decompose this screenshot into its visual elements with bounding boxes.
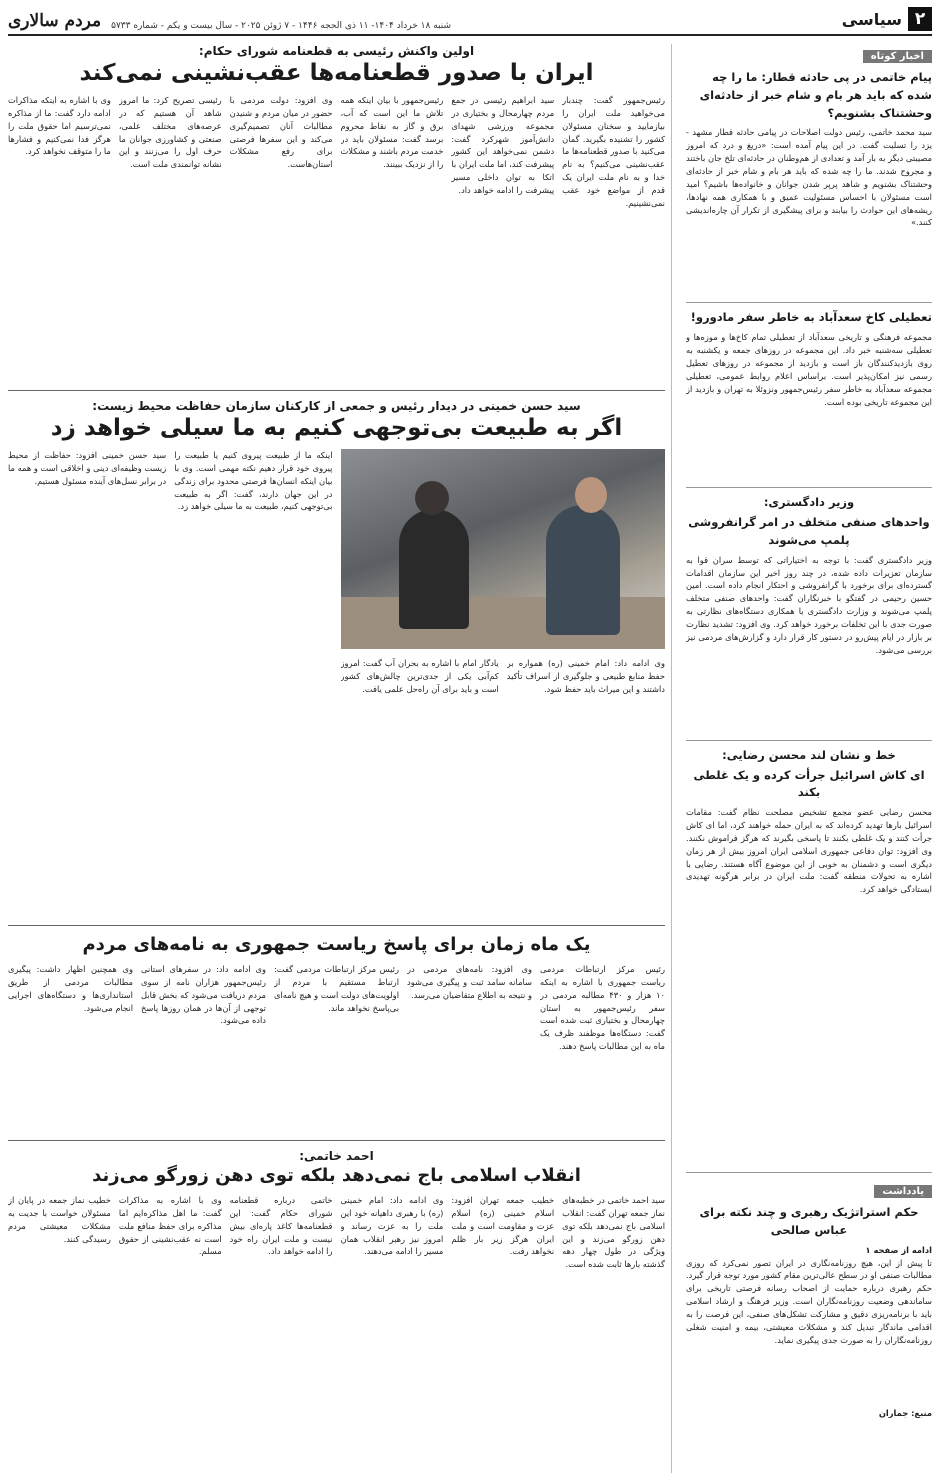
article-column: سید حسن خمینی افزود: حفاظت از محیط زیست وظیفه‌ای دینی و اخلاقی است و همه ما در برابر نسل‌های آینده مسئول هستیم. (8, 450, 167, 486)
photo-figure-official (546, 505, 620, 635)
article-column: وی همچنین اظهار داشت: پیگیری مطالبات مردمی از طریق استانداری‌ها و دستگاه‌های اجرایی انجام می‌شود. (8, 964, 133, 1013)
khatami-story (8, 1149, 665, 1479)
article-column: سید ابراهیم رئیسی در جمع مردم چهارمحال و بختیاری در مجموعه ورزشی شهدای دانش‌آموز شهرکرد گفت: دشمن نمی‌خواهد این کشور پیشرفت کند، اما ملت ایران با اتکا به توان داخلی مسیر پیشرفت را ادامه خواهد داد. (451, 95, 555, 196)
main-content (8, 44, 672, 1473)
news2-headline: تعطیلی کاخ سعدآباد به خاطر سفر مادورو! (690, 310, 932, 325)
article-column: وی افزود: نامه‌های مردمی در سامانه سامد ثبت و پیگیری می‌شود و نتیجه به اطلاع متقاضیان می‌رسد. (407, 964, 532, 1000)
news4-headline: ای کاش اسرائیل جرأت کرده و یک غلطی بکند (693, 767, 925, 800)
article-column: سید احمد خاتمی در خطبه‌های نماز جمعه تهران گفت: انقلاب اسلامی باج نمی‌دهد بلکه توی دهن زورگو می‌زند و این ویژگی در طول چهار دهه گذشته بارها ثابت شده است. (562, 1195, 665, 1270)
story-separator (8, 1140, 665, 1141)
khomeini-photo-area (341, 449, 666, 889)
article-column: اینکه ما از طبیعت پیروی کنیم یا طبیعت را پیروی خود قرار دهیم نکته مهمی است. وی با بیان اینکه انسان‌ها فرصتی محدود برای زندگی در این جهان دارند، گفت: اگر به طبیعت بی‌توجهی کنیم، طبیعت به ما سیلی خواهد زد. (174, 450, 333, 512)
article-column: رئیس مرکز ارتباطات مردمی ریاست جمهوری با اشاره به اینکه ۱۰ هزار و ۴۳۰ مطالبه مردمی در سفر رئیس‌جمهور به استان چهارمحال و بختیاری ثبت شده است گفت: دستگاه‌ها موظفند ظرف یک ماه به این مطالبات پاسخ دهند. (540, 964, 665, 1052)
news1-headline: پیام خاتمی در پی حادثه قطار: ما را چه شده که باید هر بام و شام خبر از حادثه‌ای وحشتناک بشنویم؟ (699, 70, 932, 120)
lead-columns (8, 94, 665, 210)
section-name: سیاسی (841, 9, 902, 29)
article-column: خاتمی درباره قطعنامه شورای حکام گفت: این قطعنامه‌ها کاغذ پاره‌ای بیش نیست و ملت ایران راه خود را ادامه خواهد داد. (229, 1195, 333, 1257)
sidebar-tag-note: یادداشت (874, 1185, 932, 1198)
khatami-columns (8, 1194, 665, 1271)
sidebar-tag-news: اخبار کوتاه (863, 50, 932, 63)
article-column: رئیسی تصریح کرد: ما امروز شاهد آن هستیم که در عرصه‌های مختلف علمی، صنعتی و کشاورزی جوانان ما حرف اول را می‌زنند و این نشانه توانمندی ملت است. (118, 95, 222, 170)
article-column: رئیس مرکز ارتباطات مردمی گفت: ارتباط مستقیم با مردم از اولویت‌های دولت است و هیچ نامه‌ای بی‌پاسخ نخواهد ماند. (274, 964, 399, 1013)
issue-info: شنبه ۱۸ خرداد ۱۴۰۴- ۱۱ ذی الحجه ۱۴۴۶ - ۷ ژوئن ۲۰۲۵ - سال بیست و یکم - شماره ۵۷۳۳ (111, 21, 452, 31)
photo-figure-official-head (575, 477, 607, 513)
khomeini-lower-columns (341, 657, 666, 889)
khomeini-body (8, 449, 665, 889)
article-column: خطیب جمعه تهران افزود: اسلام خمینی (ره) اسلام عزت و مقاومت است و ملت ایران هرگز زیر بار ظلم نخواهد رفت. (451, 1195, 555, 1257)
khomeini-kicker: سید حسن خمینی در دیدار رئیس و جمعی از کارکنان سازمان حفاظت محیط زیست: (92, 399, 581, 413)
khomeini-headline: اگر به طبیعت بی‌توجهی کنیم به ما سیلی خواهد زد (50, 415, 623, 441)
page-number: ۲ (908, 7, 932, 31)
news4-kicker: خط و نشان لند محسن رضایی: (722, 747, 896, 762)
article-column: رئیس‌جمهور با بیان اینکه همه تلاش ما این است که آب، برق و گاز به نقاط محروم برسد گفت: مسئولان باید در خدمت مردم باشند و مشکلات را از نزدیک ببینند. (340, 95, 444, 170)
note-continued: ادامه از صفحه ۱ (865, 1244, 932, 1255)
note-headline: حکم استراتژیک رهبری و چند نکته برای عباس صالحی (699, 1205, 919, 1237)
article-column: وی افزود: دولت مردمی با حضور در میان مردم و شنیدن مطالبات آنان تصمیم‌گیری می‌کند و این سفرها فرصتی برای رفع مشکلات استان‌هاست. (229, 95, 333, 170)
lead-headline: ایران با صدور قطعنامه‌ها عقب‌نشینی نمی‌کند (79, 60, 594, 86)
masthead (8, 8, 932, 36)
divider (686, 302, 932, 303)
divider (686, 487, 932, 488)
divider (686, 1172, 932, 1173)
article-column: وی ادامه داد: امام خمینی (ره) با رهبری داهیانه خود این ملت را به عزت رساند و امروز نیز رهبر انقلاب همان مسیر را ادامه می‌دهند. (340, 1195, 444, 1257)
note-body: تا پیش از این، هیچ روزنامه‌نگاری در ایران تصور نمی‌کرد که روزی مطالبات صنفی او در سطح عالی‌ترین مقام کشور مورد توجه قرار گیرد. حکم رهبری درباره حمایت از اصحاب رسانه فرصتی تاریخی برای ساماندهی وضعیت روزنامه‌نگاران است. وزیر فرهنگ و ارشاد اسلامی باید با برنامه‌ریزی دقیق و مشارکت تشکل‌های صنفی، این فرصت را به اقدامی ماندگار تبدیل کند و مشکلات معیشتی، بیمه و امنیت شغلی روزنامه‌نگاران را به صورت جدی پیگیری نماید. (686, 1257, 932, 1345)
news3-kicker: وزیر دادگستری: (763, 495, 855, 510)
newspaper-name: مردم سالاری (8, 11, 102, 31)
letters-headline: یک ماه زمان برای پاسخ ریاست جمهوری به نامه‌های مردم (82, 934, 591, 955)
khatami-kicker: احمد خاتمی: (299, 1149, 374, 1163)
article-column: خطیب نماز جمعه در پایان از مسئولان خواست با جدیت به مشکلات معیشتی مردم رسیدگی کنند. (8, 1195, 111, 1244)
story-separator (8, 390, 665, 391)
article-column: رئیس‌جمهور گفت: چندبار می‌خواهید ملت ایران را بیازمایید و سخنان مسئولان کشور را تشنیده بگیرید. گمان می‌کنید با صدور قطعنامه‌ها ما عقب‌نشینی می‌کنیم؟ به نام خدا و به نام ملت ایران یک قدم از مواضع خود عقب نمی‌نشینیم. (562, 95, 665, 208)
news3-body: وزیر دادگستری گفت: با توجه به اختیاراتی که توسط سران قوا به سازمان تعزیرات داده شده، در چند روز اخیر این سازمان اقدامات گسترده‌ای برای برخورد با گرانفروشی و احتکار انجام داده است. امین حسین رحیمی در گفتگو با خبرنگاران گفت: واحدهای صنفی متخلف پلمپ می‌شوند و وزارت دادگستری با همکاری دستگاه‌های نظارتی به صورت جدی با این تخلفات برخورد خواهد کرد. وی افزود: تشدید نظارت بر بازار در ایام پیش‌رو در دستور کار قرار دارد و گزارش‌های مردمی نیز بررسی می‌شود. (686, 554, 932, 655)
news2-body: مجموعه فرهنگی و تاریخی سعدآباد از تعطیلی تمام کاخ‌ها و موزه‌ها و تعطیلی سه‌شنبه خبر داد. این مجموعه در روزهای جمعه و یکشنبه به روی بازدیدکنندگان باز است و بازدید از مجموعه در روزهای تعطیل رسمی نیز امکان‌پذیر است. براساس اعلام روابط عمومی، تعطیلی مجموعه سعدآباد به خاطر سفر رئیس‌جمهور ونزوئلا به تهران و بازدید از این مجموعه تاریخی بوده است. (686, 332, 932, 407)
section-label (842, 7, 932, 31)
news1-body: سید محمد خاتمی، رئیس دولت اصلاحات در پیامی حادثه قطار مشهد - یزد را تسلیت گفت. در این پیام آمده است: «دریغ و درد که امروز مصیبتی دیگر به بار آمد و تعدادی از هم‌وطنان در حادثه‌ای تلخ جان باختند و مجروح شدند. ما را چه شده که باید هر بام و شام خبر از حادثه‌ای وحشتناک بشنویم و شاهد پرپر شدن جوانان و خانواده‌ها باشیم؟ امید است مسئولان با احساس مسئولیت عمیق و با همکاری همه نهادها، ریشه‌های این حوادث را بیابند و برای پیشگیری از تکرار آن چاره‌اندیشی کنند.» (686, 127, 932, 228)
news3-headline: واحدهای صنفی متخلف در امر گرانفروشی پلمپ می‌شوند (688, 515, 930, 547)
photo-figure-cleric (399, 509, 469, 629)
lead-story (8, 44, 665, 384)
lead-kicker: اولین واکنش رئیسی به قطعنامه شورای حکام: (198, 44, 475, 58)
letters-columns (8, 963, 665, 1053)
divider (686, 740, 932, 741)
article-column: وی با اشاره به مذاکرات گفت: ما اهل مذاکره‌ایم اما مذاکره برای حفظ منافع ملت است نه عقب‌نشینی از حقوق مسلم. (118, 1195, 222, 1257)
news4-body: محسن رضایی عضو مجمع تشخیص مصلحت نظام گفت: مقامات اسرائیل بارها تهدید کرده‌اند که به ایران حمله خواهند کرد، اما ای کاش جرأت کنند و یک غلطی بکنند تا پاسخی بگیرند که هرگز فراموش نکنند. وی افزود: توان دفاعی جمهوری اسلامی ایران امروز بیش از هر زمان دیگری است و دشمنان به خوبی از این موضوع آگاه هستند. رضایی با اشاره به تحولات منطقه گفت: ملت ایران در برابر هرگونه تهدیدی ایستادگی خواهد کرد. (686, 807, 932, 895)
note-source: منبع: جماران (878, 1407, 932, 1418)
story-separator (8, 925, 665, 926)
khatami-headline: انقلاب اسلامی باج نمی‌دهد بلکه توی دهن زورگو می‌زند (92, 1165, 581, 1186)
article-column: وی ادامه داد: امام خمینی (ره) همواره بر حفظ منابع طبیعی و جلوگیری از اسراف تأکید داشتند و این میراث باید حفظ شود. (506, 658, 665, 694)
article-column: وی با اشاره به اینکه مذاکرات ادامه دارد گفت: ما از مذاکره نمی‌ترسیم اما حقوق ملت را هرگز فدا نمی‌کنیم و فشارها ما را متوقف نخواهد کرد. (8, 95, 111, 157)
photo-figure-cleric-head (415, 481, 449, 515)
sidebar (686, 44, 932, 1473)
khomeini-story (8, 399, 665, 919)
article-column: وی ادامه داد: در سفرهای استانی رئیس‌جمهور هزاران نامه از سوی مردم دریافت می‌شود که بخش قابل توجهی از آن‌ها در همان روزها پاسخ داده می‌شود. (141, 964, 266, 1026)
letters-story (8, 934, 665, 1134)
khomeini-photo (341, 449, 666, 649)
article-column: یادگار امام با اشاره به بحران آب گفت: امروز کم‌آبی یکی از جدی‌ترین چالش‌های کشور است و باید برای آن راه‌حل علمی یافت. (340, 658, 499, 694)
